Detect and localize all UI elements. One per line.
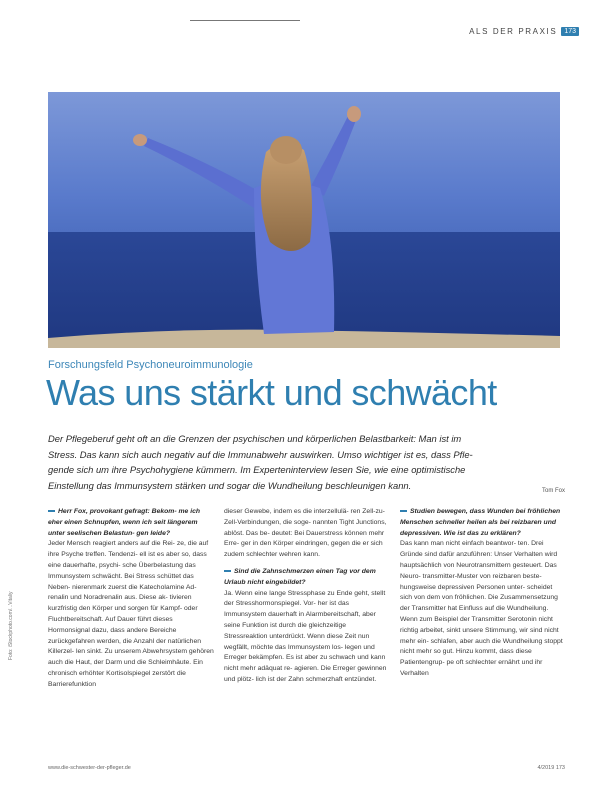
interview-answer: Ja. Wenn eine lange Stressphase zu Ende geht, stellt der Stresshormonspiegel. Vor- her ist das Immunsystem dauerhaft in Alarmbereitschaft, aber seine Funktion ist durch die gleichzeitige Stressreaktion unterdrückt. Wenn diese Zeit nun wegfällt, möchte das Immunsystem los- legen und Erreger bekämpfen. Es ist aber zu schwach und kann nicht mehr adäquat re- agieren. Die Erreger gewinnen und plötz- lich ist der Zahn schmerzhaft entzündet. xyxy=(224,589,387,683)
body-column-1 xyxy=(48,507,214,770)
body-column-3 xyxy=(400,507,566,770)
lede-line: Einstellung das Immunsystem stärken und sogar die Wundheilung beschleunigen kann. xyxy=(48,479,412,491)
article-headline: Was uns stärkt und schwächt xyxy=(46,372,497,413)
interview-answer: dieser Gewebe, indem es die interzellulä- ren Zell-zu-Zell-Verbindungen, die soge- nannten Tight Junctions, ablöst. Das be- deutet: Bei Dauerstress können mehr Erre- ger in den Körper eindringen, gegen die er sich zudem schlechter wehren kann. xyxy=(224,508,387,559)
interview-question xyxy=(400,507,566,539)
interview-answer: Jeder Mensch reagiert anders auf die Rei- ze, die auf ihre Psyche treffen. Tendenzi- ell ist es aber so, dass eine dauerhafte, psychi- sche Überbelastung das Immunsystem schwächt. Bei Stress schüttet das Neben- nierenmark zuerst die Katecholamine Ad- renalin und Noradrenalin aus. Diese ak- tivieren kurzfristig den Körper und sorgen für Kampf- oder Fluchtbereitschaft. Auf Dauer führt dieses Hormonsignal dazu, dass andere Bereiche zurückgefahren werden, die Anzahl der natürlichen Killerzel- len sinkt. Zu unserem Abwehrsystem gehören auch die Haut, der Darm und die Schleimhäute. Ein chronisch erhöhter Kortisolspiegel zerstört die Barrierefunktion xyxy=(48,540,214,688)
question-text: Studien bewegen, dass Wunden bei fröhlichen Menschen schneller heilen als bei reizbaren und depressiven. Wie ist das zu erklären? xyxy=(400,508,561,537)
woman-arms-raised-image xyxy=(48,92,560,348)
section-label: ALS DER PRAXIS xyxy=(469,27,558,36)
article-lede xyxy=(48,431,560,493)
lede-line: gende sich um ihre Psychohygiene kümmern. Im Experteninterview lesen Sie, wie eine optimistische xyxy=(48,464,466,476)
section-header xyxy=(469,27,579,36)
footer-page-number: 4/2019 173 xyxy=(537,765,565,771)
article-author: Tom Fox xyxy=(541,488,565,494)
top-rule xyxy=(190,20,300,21)
page-number-badge: 173 xyxy=(561,27,579,36)
footer-url: www.die-schwester-der-pfleger.de xyxy=(48,765,131,771)
question-text: Sind die Zahnschmerzen einen Tag vor dem Urlaub nicht eingebildet? xyxy=(224,567,376,586)
question-marker-icon xyxy=(48,510,55,512)
hero-photo xyxy=(48,92,560,348)
interview-question xyxy=(224,567,390,589)
photo-credit: Foto: iStockphoto.com/...Vitaliy xyxy=(8,591,14,660)
article-kicker: Forschungsfeld Psychoneuroimmunologie xyxy=(48,359,253,371)
lede-line: Stress. Das kann sich auch negativ auf die Immunabwehr auswirken. Umso wichtiger ist es, dass Pfle- xyxy=(48,448,473,460)
interview-answer: Das kann man nicht einfach beantwor- ten. Drei Gründe sind dafür anzuführen: Unser Verhalten wird hauptsächlich von Neurotransmittern gesteuert. Das Neuro- transmitter-Muster von reizbaren beste- hungsweise depressiven Personen unter- scheidet sich von dem von fröhlichen. Die Zusammensetzung der Transmitter hat Einfluss auf die Wundheilung. Wenn zum Beispiel der Transmitter Serotonin nicht richtig arbeitet, sinkt unsere Stimmung, wir sind nicht mehr ein- schlafen, aber auch die Wundheilung stoppt nicht mehr so gut. Hinzu kommt, dass diese Patientengrup- pe oft schlechter ernährt und ihr Verhalten xyxy=(400,540,563,677)
interview-question xyxy=(48,507,214,539)
question-marker-icon xyxy=(224,570,231,572)
question-text: Herr Fox, provokant gefragt: Bekom- me ich eher einen Schnupfen, wenn ich seit längerem unter seelischen Belastun- gen leide? xyxy=(48,508,201,537)
article-body xyxy=(48,507,566,770)
question-marker-icon xyxy=(400,510,407,512)
lede-line: Der Pflegeberuf geht oft an die Grenzen der psychischen und körperlichen Belastbarkeit: Man ist im xyxy=(48,433,462,444)
body-column-2 xyxy=(224,507,390,770)
